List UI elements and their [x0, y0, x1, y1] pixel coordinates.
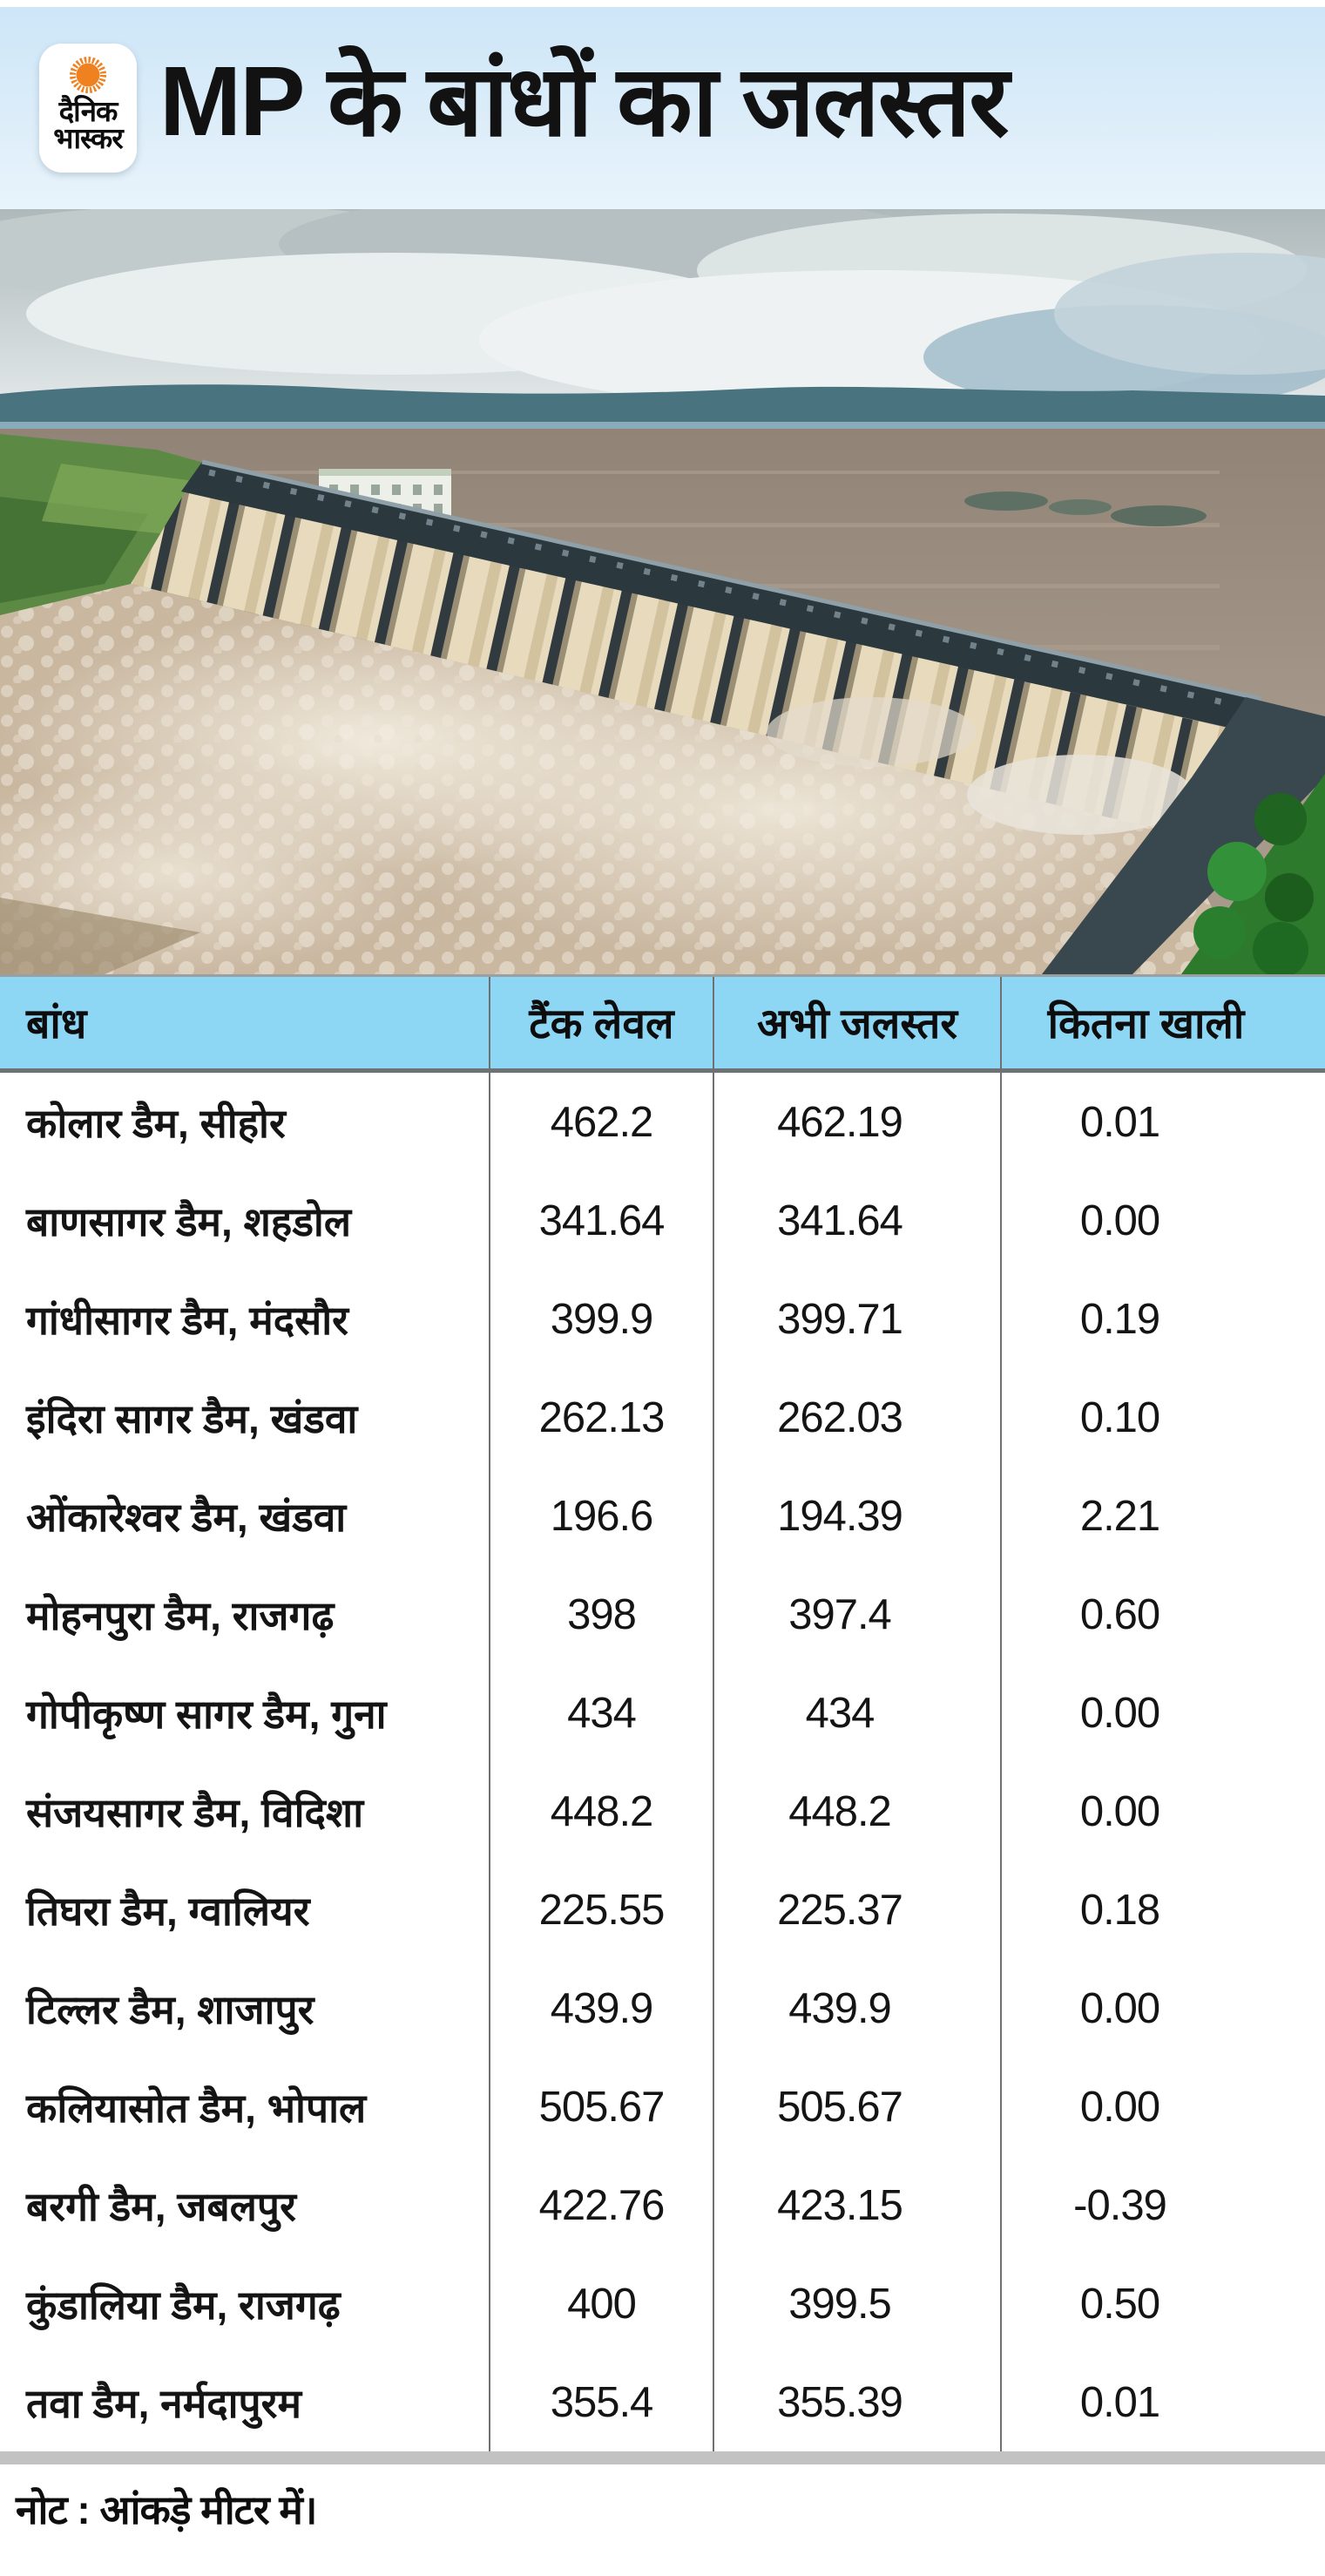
empty-amount-cell: 0.10: [1079, 1393, 1160, 1441]
empty-amount-cell: 0.00: [1079, 1984, 1160, 2032]
tank-level-cell: 398: [490, 1565, 714, 1664]
tank-level-cell: 399.9: [490, 1270, 714, 1368]
column-header-current-level: अभी जलस्तर: [714, 977, 1002, 1068]
dam-name-cell: गांधीसागर डैम, मंदसौर: [0, 1270, 490, 1368]
dam-name-cell: मोहनपुरा डैम, राजगढ़: [0, 1565, 490, 1664]
sun-icon: [65, 52, 111, 98]
dam-photo-illustration: [0, 209, 1325, 974]
current-level-cell: 505.67: [714, 2057, 1002, 2156]
table-row: [0, 1861, 1325, 1959]
empty-amount-cell: 0.00: [1079, 1196, 1160, 1244]
table-row: [0, 2254, 1325, 2353]
dam-photo: [0, 209, 1325, 974]
empty-amount-cell: 2.21: [1079, 1492, 1160, 1540]
tank-level-cell: 262.13: [490, 1368, 714, 1467]
table-row: [0, 2353, 1325, 2451]
dam-name-cell: टिल्लर डैम, शाजापुर: [0, 1959, 490, 2057]
empty-amount-cell: 0.00: [1079, 2083, 1160, 2131]
dam-name-cell: बरगी डैम, जबलपुर: [0, 2156, 490, 2254]
dam-name-cell: कुंडालिया डैम, राजगढ़: [0, 2254, 490, 2353]
table-header-row: [0, 974, 1325, 1073]
current-level-cell: 194.39: [714, 1467, 1002, 1565]
empty-amount-cell: 0.00: [1079, 1689, 1160, 1737]
column-header-tank-level: टैंक लेवल: [490, 977, 714, 1068]
dam-name-cell: तिघरा डैम, ग्वालियर: [0, 1861, 490, 1959]
empty-amount-cell: 0.01: [1079, 1098, 1160, 1146]
footnote: नोट : आंकड़े मीटर में।: [16, 2487, 317, 2532]
logo-text-line1: दैनिक: [58, 95, 118, 127]
current-level-cell: 225.37: [714, 1861, 1002, 1959]
tank-level-cell: 196.6: [490, 1467, 714, 1565]
table-row: [0, 1368, 1325, 1467]
tank-level-cell: 355.4: [490, 2353, 714, 2451]
tank-level-cell: 462.2: [490, 1073, 714, 1171]
table-row: [0, 2156, 1325, 2254]
column-header-empty-amount: कितना खाली: [1047, 1001, 1245, 1047]
current-level-cell: 448.2: [714, 1762, 1002, 1861]
tank-level-cell: 439.9: [490, 1959, 714, 2057]
current-level-cell: 262.03: [714, 1368, 1002, 1467]
table-row: [0, 1664, 1325, 1762]
current-level-cell: 355.39: [714, 2353, 1002, 2451]
current-level-cell: 399.71: [714, 1270, 1002, 1368]
tank-level-cell: 434: [490, 1664, 714, 1762]
dam-name-cell: संजयसागर डैम, विदिशा: [0, 1762, 490, 1861]
empty-amount-cell: 0.60: [1079, 1590, 1160, 1638]
table-row: [0, 1565, 1325, 1664]
table-row: [0, 1270, 1325, 1368]
empty-amount-cell: 0.18: [1079, 1886, 1160, 1934]
empty-amount-cell: -0.39: [1073, 2181, 1166, 2229]
column-header-dam: बांध: [0, 977, 490, 1068]
dainik-bhaskar-logo: [39, 44, 137, 173]
current-level-cell: 399.5: [714, 2254, 1002, 2353]
dam-name-cell: इंदिरा सागर डैम, खंडवा: [0, 1368, 490, 1467]
page-title: MP के बांधों का जलस्तर: [159, 45, 1008, 156]
current-level-cell: 439.9: [714, 1959, 1002, 2057]
empty-amount-cell: 0.00: [1079, 1787, 1160, 1835]
header-banner: [0, 7, 1325, 209]
tank-level-cell: 225.55: [490, 1861, 714, 1959]
empty-amount-cell: 0.01: [1079, 2378, 1160, 2426]
water-level-table: [0, 974, 1325, 2464]
table-row: [0, 1467, 1325, 1565]
tank-level-cell: 422.76: [490, 2156, 714, 2254]
table-row: [0, 2057, 1325, 2156]
current-level-cell: 423.15: [714, 2156, 1002, 2254]
table-row: [0, 1959, 1325, 2057]
dam-name-cell: कलियासोत डैम, भोपाल: [0, 2057, 490, 2156]
tank-level-cell: 448.2: [490, 1762, 714, 1861]
tank-level-cell: 505.67: [490, 2057, 714, 2156]
table-body: [0, 1073, 1325, 2451]
current-level-cell: 341.64: [714, 1171, 1002, 1270]
dam-name-cell: गोपीकृष्ण सागर डैम, गुना: [0, 1664, 490, 1762]
table-row: [0, 1762, 1325, 1861]
dam-name-cell: कोलार डैम, सीहोर: [0, 1073, 490, 1171]
tank-level-cell: 341.64: [490, 1171, 714, 1270]
dam-name-cell: तवा डैम, नर्मदापुरम: [0, 2353, 490, 2451]
table-row: [0, 1073, 1325, 1171]
current-level-cell: 397.4: [714, 1565, 1002, 1664]
empty-amount-cell: 0.50: [1079, 2280, 1160, 2328]
current-level-cell: 462.19: [714, 1073, 1002, 1171]
table-bottom-bar: [0, 2451, 1325, 2464]
dam-name-cell: बाणसागर डैम, शहडोल: [0, 1171, 490, 1270]
logo-text-line2: भास्कर: [53, 122, 123, 155]
empty-amount-cell: 0.19: [1079, 1295, 1160, 1343]
dam-name-cell: ओंकारेश्वर डैम, खंडवा: [0, 1467, 490, 1565]
tank-level-cell: 400: [490, 2254, 714, 2353]
current-level-cell: 434: [714, 1664, 1002, 1762]
table-row: [0, 1171, 1325, 1270]
